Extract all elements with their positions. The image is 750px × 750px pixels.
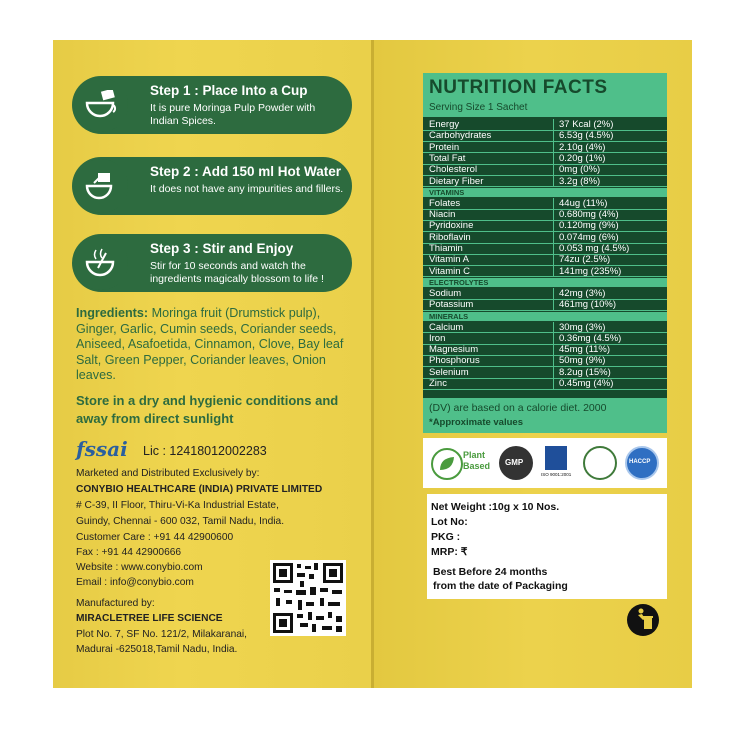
nutrition-row xyxy=(423,176,667,187)
nutrition-row xyxy=(423,266,667,277)
nutrient-value: 42mg (3%) xyxy=(559,287,606,299)
step-2-title: Step 2 : Add 150 ml Hot Water xyxy=(150,164,342,179)
nutrient-value: 8.2ug (15%) xyxy=(559,366,611,378)
nutrient-value: 141mg (235%) xyxy=(559,265,622,277)
step-1-desc: It is pure Moringa Pulp Powder with Indian Spices. xyxy=(150,102,316,127)
serving-size: Serving Size 1 Sachet xyxy=(429,102,528,113)
nutrient-name: Iron xyxy=(429,332,446,344)
step-3-title: Step 3 : Stir and Enjoy xyxy=(150,241,294,256)
nutrition-row xyxy=(423,333,667,344)
best-before-line-2: from the date of Packaging xyxy=(433,580,568,592)
step-1-title: Step 1 : Place Into a Cup xyxy=(150,83,308,98)
column-divider xyxy=(553,288,554,311)
nutrition-row xyxy=(423,299,667,310)
nutrition-row xyxy=(423,142,667,153)
fold-line xyxy=(371,40,374,688)
halal-badge xyxy=(583,446,617,480)
nutrient-value: 0.45mg (4%) xyxy=(559,378,614,389)
nutrient-name: Magnesium xyxy=(429,344,479,356)
dv-note-box xyxy=(423,398,667,433)
step-1 xyxy=(72,76,352,134)
nutrient-name: Vitamin C xyxy=(429,265,471,277)
nutrient-value: 3.2g (8%) xyxy=(559,175,601,187)
nutrition-section-header xyxy=(423,188,667,197)
ingredients-text: Moringa fruit (Drumstick pulp), Ginger, Garlic, Cumin seeds, Coriander seeds, Aniseed, Asafoetida, Cinnamon, Clove, Bay leaf Salt, Green Pepper, Coriander leaves, Onion leaves. xyxy=(76,306,344,382)
nutrient-name: Vitamin A xyxy=(429,254,469,266)
kettle-icon xyxy=(84,171,120,201)
packaging-info-box xyxy=(427,494,667,599)
nutrition-section-label: VITAMINS xyxy=(429,187,465,197)
step-3 xyxy=(72,234,352,292)
nutrient-value: 0.20g (1%) xyxy=(559,152,606,164)
nutrient-name: Potassium xyxy=(429,299,474,311)
nutrition-row xyxy=(423,243,667,254)
nutrient-name: Protein xyxy=(429,141,460,153)
nutrition-section-label: MINERALS xyxy=(429,311,469,321)
nutrient-value: 461mg (10%) xyxy=(559,299,617,311)
marketer-company: CONYBIO HEALTHCARE (INDIA) PRIVATE LIMITED xyxy=(76,484,323,495)
step-2-badge xyxy=(74,159,128,213)
storage-instructions: Store in a dry and hygienic conditions and away from direct sunlight xyxy=(76,393,339,426)
nutrient-value: 0.36mg (4.5%) xyxy=(559,332,622,344)
fssai-logo: fssai xyxy=(76,437,128,461)
stirring-cup-icon xyxy=(84,248,120,278)
pkg-date: PKG : xyxy=(431,531,461,543)
nutrition-row xyxy=(423,130,667,141)
nutrition-section-header xyxy=(423,312,667,321)
haccp-badge xyxy=(625,446,659,480)
marketer-address-1: # C-39, II Floor, Thiru-Vi-Ka Industrial Estate, xyxy=(76,500,279,511)
approx-note: *Approximate values xyxy=(429,417,523,428)
nutrition-facts-panel xyxy=(423,73,667,433)
nutrition-section-label: ELECTROLYTES xyxy=(429,277,489,287)
nutrient-name: Energy xyxy=(429,119,460,130)
step-2 xyxy=(72,157,352,215)
nutrient-name: Thiamin xyxy=(429,243,463,254)
nutrition-row xyxy=(423,355,667,366)
lot-number: Lot No: xyxy=(431,516,468,528)
step-3-desc: Stir for 10 seconds and watch the ingredients magically blossom to life ! xyxy=(150,260,324,285)
nutrient-value: 44ug (11%) xyxy=(559,197,608,209)
nutrition-row xyxy=(423,220,667,231)
step-2-desc: It does not have any impurities and fillers. xyxy=(150,183,344,195)
leaf-icon xyxy=(431,448,463,480)
step-3-badge xyxy=(74,236,128,290)
nutrition-title: NUTRITION FACTS xyxy=(429,77,608,98)
nutrition-row xyxy=(423,367,667,378)
manufacturer-heading: Manufactured by: xyxy=(76,598,155,609)
ingredients-label: Ingredients: xyxy=(76,306,149,320)
dispose-bin-icon xyxy=(627,604,659,636)
column-divider xyxy=(553,198,554,277)
iso-emblem xyxy=(545,446,567,470)
ingredients xyxy=(76,306,361,384)
iso-badge xyxy=(541,444,571,482)
column-divider xyxy=(553,119,554,187)
customer-care: Customer Care : +91 44 42900600 xyxy=(76,532,234,543)
nutrition-row xyxy=(423,322,667,333)
nutrient-name: Total Fat xyxy=(429,152,466,164)
nutrient-name: Niacin xyxy=(429,209,456,221)
nutrient-name: Pyridoxine xyxy=(429,220,474,232)
website: Website : www.conybio.com xyxy=(76,562,203,573)
nutrition-section-header xyxy=(423,278,667,287)
mrp: MRP: ₹ xyxy=(431,546,468,558)
nutrient-name: Selenium xyxy=(429,366,469,378)
plant-based-label: Plant Based xyxy=(463,450,491,471)
nutrient-name: Zinc xyxy=(429,378,447,389)
iso-label: ISO 9001:2001 xyxy=(541,472,572,477)
best-before-line-1: Best Before 24 months xyxy=(433,566,548,578)
nutrition-row xyxy=(423,164,667,175)
nutrient-value: 74zu (2.5%) xyxy=(559,254,611,266)
net-weight: Net Weight :10g x 10 Nos. xyxy=(431,501,560,513)
row-divider xyxy=(423,389,667,390)
manufacturer-company: MIRACLETREE LIFE SCIENCE xyxy=(76,613,223,624)
nutrition-row xyxy=(423,119,667,130)
nutrient-name: Calcium xyxy=(429,321,464,333)
cup-icon xyxy=(84,90,120,120)
nutrient-value: 0.120mg (9%) xyxy=(559,220,619,232)
nutrition-row xyxy=(423,254,667,265)
nutrient-name: Carbohydrates xyxy=(429,130,492,142)
nutrient-value: 30mg (3%) xyxy=(559,321,606,333)
gmp-label: GMP xyxy=(505,458,524,467)
nutrition-row xyxy=(423,288,667,299)
nutrient-value: 6.53g (4.5%) xyxy=(559,130,614,142)
marketer-heading: Marketed and Distributed Exclusively by: xyxy=(76,468,260,479)
nutrient-value: 0.074mg (6%) xyxy=(559,231,619,243)
nutrient-value: 50mg (9%) xyxy=(559,355,606,367)
nutrition-row xyxy=(423,344,667,355)
column-divider xyxy=(553,322,554,390)
fssai-license: Lic : 12418012002283 xyxy=(143,444,267,458)
step-1-badge xyxy=(74,78,128,132)
nutrient-value: 0mg (0%) xyxy=(559,164,601,176)
nutrition-row xyxy=(423,198,667,209)
email: Email : info@conybio.com xyxy=(76,577,194,588)
nutrient-value: 45mg (11%) xyxy=(559,344,611,356)
manufacturer-address-2: Madurai -625018,Tamil Nadu, India. xyxy=(76,644,238,655)
nutrient-value: 0.680mg (4%) xyxy=(559,209,619,221)
certifications-bar xyxy=(423,438,667,488)
nutrition-header xyxy=(423,73,667,117)
nutrient-name: Riboflavin xyxy=(429,231,471,243)
nutrient-value: 37 Kcal (2%) xyxy=(559,119,614,130)
dv-note: (DV) are based on a calorie diet. 2000 xyxy=(429,402,607,414)
fax: Fax : +91 44 42900666 xyxy=(76,547,182,558)
manufacturer-address-1: Plot No. 7, SF No. 121/2, Milakaranai, xyxy=(76,629,248,640)
marketer-address-2: Guindy, Chennai - 600 032, Tamil Nadu, India. xyxy=(76,516,285,527)
nutrition-row xyxy=(423,378,667,389)
qr-code xyxy=(270,560,346,636)
nutrition-row xyxy=(423,209,667,220)
nutrient-name: Folates xyxy=(429,197,461,209)
nutrient-name: Dietary Fiber xyxy=(429,175,484,187)
nutrient-value: 0.053 mg (4.5%) xyxy=(559,243,630,254)
nutrition-row xyxy=(423,153,667,164)
nutrient-name: Sodium xyxy=(429,287,462,299)
haccp-label: HACCP xyxy=(629,459,651,465)
nutrient-value: 2.10g (4%) xyxy=(559,141,606,153)
nutrient-name: Cholesterol xyxy=(429,164,478,176)
gmp-badge xyxy=(499,446,533,480)
nutrition-row xyxy=(423,232,667,243)
nutrient-name: Phosphorus xyxy=(429,355,480,367)
